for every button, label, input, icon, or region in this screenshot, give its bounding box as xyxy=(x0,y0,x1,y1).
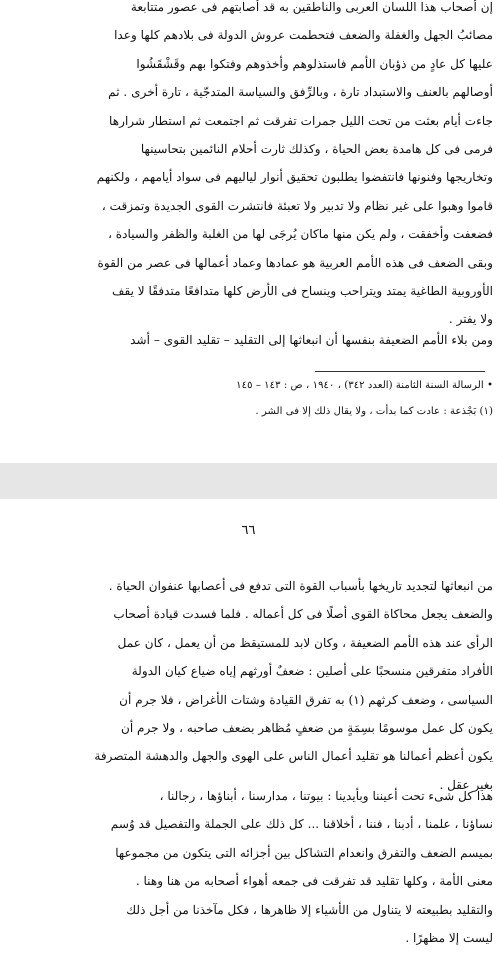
text-line: يكون أعظم أعمالنا هو تقليد أعمال الناس على الهوى والجهل والدهشة المتصرفة xyxy=(94,749,493,764)
text-line: جاءت أيام بعثت من تحت الليل جمرات تفرقت ثم اجتمعت ثم استطار شرارها xyxy=(109,113,493,128)
upper-last-line: ومن بلاء الأمم الضعيفة بنفسها أن انبعاثها إلى التقليد – تقليد القوى – أشد xyxy=(130,333,493,347)
lower-page xyxy=(0,499,497,960)
text-line: هذا كل شىء تحت أعيننا وبأيدينا : بيوتنا ، مدارسنا ، أبناؤها ، رجالنا ، xyxy=(159,789,493,803)
text-line: الرأى عند هذه الأمم الضعيفة ، وكان لابد للمستيقظ من أن يعمل ، كان عمل xyxy=(117,635,493,650)
text-line: ليست إلا مظهرًا . xyxy=(405,931,493,946)
lower-body-paragraph-1 xyxy=(10,572,493,799)
text-line: قاموا وهبوا على غير نظام ولا تدبير ولا تعبئة فانتشرت القوى الجديدة وتمزقت ، xyxy=(101,198,493,213)
text-line: فضعفت وأخفقت ، ولم يكن منها ماكان يُرجَى لها من الغلبة والظفر والسيادة ، xyxy=(108,227,493,242)
text-line: الأفراد متفرقين منسحبًا على أصلين : ضعفٌ أورثهم إياه ضياع كيان الدولة xyxy=(131,664,493,679)
page-gap xyxy=(0,463,497,499)
text-line: بغير عقل . xyxy=(439,777,493,792)
text-line: معنى الأمة ، وكلها تقليد قد تفرقت فى جمعه أهواء أصحابه من هنا وهنا . xyxy=(135,874,493,889)
text-line: السياسى ، وضعف كرثهم (١) به تفرق القيادة وشتات الأغراض ، فلا جرم أن xyxy=(119,692,493,707)
text-line: يكون كل عمل موسومًا بسِمَةٍ من ضعفٍ مُظاهر بضعف صاحبه ، ولا جرم أن xyxy=(120,721,493,736)
text-line: مصائبُ الجهل والغفلة والضعف فتحطمت عروش الدولة فى بلادهم كلها وعدا xyxy=(114,28,493,43)
text-line: إن أصحاب هذا اللسان العربى والناطقين به قد أصابتهم فى عصور متتابعة xyxy=(130,0,493,14)
text-line: أوصالهم بالعنف والاستبداد تارة ، وبالرِّفق والسياسة المتدجّية ، تارة أخرى . ثم xyxy=(108,85,493,100)
text-line: ولا يفتر . xyxy=(448,312,493,327)
upper-body-text xyxy=(10,0,493,334)
text-line: الأوروبية الطاغية يمتد ويتراحب وينساح فى الأرض كلها متدافعًا متدفقًا لا يقف xyxy=(111,284,493,299)
footnote-source: • الرسالة السنة الثامنة (العدد ٣٤٢) ، ١٩٤٠ ، ص : ١٤٣ – ١٤٥ xyxy=(236,380,493,391)
text-line: عليها كل عادٍ من ذؤبان الأمم فاستذلوهم وأخذوهم وفتكوا بهم وقَشْقَشُوا xyxy=(136,56,493,71)
text-line: فرمى فى كل هامدة بعض الحياة ، وكذلك ثارت أحلام النائمين بتحاسينها xyxy=(140,142,493,157)
footnote-rule xyxy=(315,371,485,372)
page-number: ٦٦ xyxy=(241,523,256,538)
text-line: من انبعاثها لتجديد تاريخها بأسباب القوة التى تدفع فى أعصابها عنفوان الحياة . xyxy=(108,579,493,593)
lower-body-paragraph-2 xyxy=(10,782,493,952)
text-line: والضعف يجعل محاكاة القوى أصلًا فى كل أعماله . فلما فسدت قيادة أصحاب xyxy=(113,607,493,622)
upper-page xyxy=(0,0,497,463)
text-line: بميسم الضعف والتفرق وانعدام التشاكل بين أجزائه التى يتكون من مجموعها xyxy=(115,845,493,860)
text-line: وتخاريجها وفنونها فانتفضوا يطلبون تحقيق أنوار لياليهم فى سواد أيامهم ، ولكنهم xyxy=(96,170,493,185)
text-line: نساؤنا ، علمنا ، أدبنا ، فننا ، أخلاقنا ... كل ذلك على الجملة والتفصيل قد وُسم xyxy=(110,817,493,832)
footnote-1: (١) بَجْذعة : عادت كما بدأت ، ولا يقال ذلك إلا فى الشر . xyxy=(255,406,493,417)
text-line: والتقليد بطبيعته لا يتناول من الأشياء إلا ظاهرها ، فكل مآخذنا من أجل ذلك xyxy=(126,902,493,917)
text-line: وبقى الضعف فى هذه الأمم العربية هو عمادها وعماد أعمالها فى عصر من القوة xyxy=(97,255,493,270)
